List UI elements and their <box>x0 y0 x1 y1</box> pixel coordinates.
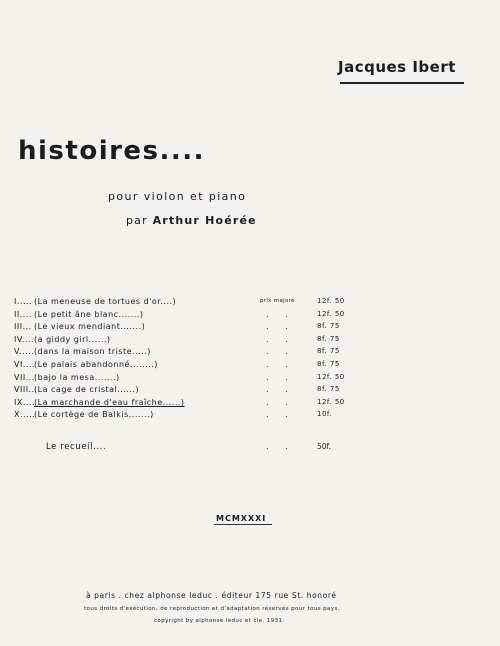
subtitle: pour violon et piano <box>108 190 247 203</box>
item-label-text: (Le petit âne blanc.......) <box>34 309 144 319</box>
item-label <box>34 360 158 369</box>
item-price: 10f. <box>317 410 333 419</box>
item-marks: . . <box>266 347 295 357</box>
item-number: IX.... <box>14 397 36 407</box>
item-marks: . . <box>266 385 295 395</box>
item-price: 8f. 75 <box>317 334 340 343</box>
item-number: IV.... <box>14 334 34 344</box>
item-label-text: (La meneuse de tortues d'or....) <box>34 297 177 306</box>
recueil-marks: . . <box>266 442 295 451</box>
item-label <box>34 410 154 419</box>
item-price: 12f. 50 <box>317 397 345 406</box>
item-marks: . . <box>266 397 295 407</box>
item-marks: . . <box>266 309 295 319</box>
item-marks: . . <box>266 334 295 344</box>
list-item <box>14 373 354 385</box>
page-title: histoires.... <box>18 136 206 166</box>
list-item <box>14 335 354 347</box>
item-label <box>34 385 139 394</box>
item-label-text: (Le vieux mendiant.......) <box>34 322 146 332</box>
item-label <box>34 347 151 356</box>
rights-line: tous droits d'exécution, de reproduction et d'adaptation réservés pour tous pays. <box>84 606 340 612</box>
list-item <box>14 385 354 397</box>
year-underline <box>214 524 272 525</box>
publication-year: MCMXXXI <box>216 514 267 523</box>
item-price: 12f. 50 <box>317 309 345 318</box>
item-marks: . . <box>266 322 295 332</box>
item-number: I..... <box>14 297 33 306</box>
recueil-price: 50f. <box>317 442 332 451</box>
item-price: 8f. 75 <box>317 322 340 331</box>
item-label-text: (Le cortège de Balkis.......) <box>34 410 154 420</box>
copyright-line: copyright by alphonse leduc et cie. 1931. <box>154 618 285 624</box>
item-price: 12f. 50 <box>317 297 345 305</box>
item-number: VIII.. <box>14 385 35 395</box>
publisher-line: à paris . chez alphonse leduc . éditeur 175 rue St. honoré <box>86 591 337 600</box>
list-item <box>14 297 354 309</box>
item-number: V..... <box>14 347 35 357</box>
item-number: VII... <box>14 372 35 382</box>
item-label <box>34 297 176 306</box>
list-item <box>14 322 354 334</box>
item-number: III... <box>14 322 32 332</box>
price-header: prix majoré <box>260 298 295 304</box>
composer-underline <box>340 82 464 84</box>
item-label <box>34 398 185 407</box>
item-label <box>34 335 111 344</box>
item-label-text: (bajo la mesa.......) <box>34 372 120 382</box>
list-item <box>14 360 354 372</box>
item-price: 8f. 75 <box>317 360 340 368</box>
list-item <box>14 347 354 359</box>
item-number: VI.... <box>14 360 36 369</box>
item-marks: . . <box>266 410 295 420</box>
item-label-text: (dans la maison triste.....) <box>34 347 151 357</box>
item-label-text: (Le palais abandonné........) <box>34 360 158 369</box>
item-label-text: (La marchande d'eau fraîche......) <box>34 397 185 407</box>
composer-name: Jacques Ibert <box>338 58 456 76</box>
item-label <box>34 322 145 331</box>
item-price: 12f. 50 <box>317 372 345 381</box>
item-price: 8f. 75 <box>317 385 340 394</box>
item-number: II.... <box>14 309 32 319</box>
item-label-text: (a giddy girl......) <box>34 334 111 344</box>
arranger-prefix: par <box>126 214 148 227</box>
list-item <box>14 310 354 322</box>
item-marks: . . <box>266 372 295 382</box>
list-item <box>14 398 354 410</box>
item-label-text: (La cage de cristal......) <box>34 385 140 395</box>
arranger-name: Arthur Hoérée <box>152 214 257 227</box>
list-item <box>14 410 354 422</box>
item-marks: . . <box>266 360 295 369</box>
item-number: X..... <box>14 410 36 420</box>
item-label <box>34 310 143 319</box>
item-price: 8f. 75 <box>317 347 340 356</box>
recueil-label: Le recueil.... <box>46 442 107 452</box>
arranger-line <box>126 214 257 227</box>
item-label <box>34 373 120 382</box>
